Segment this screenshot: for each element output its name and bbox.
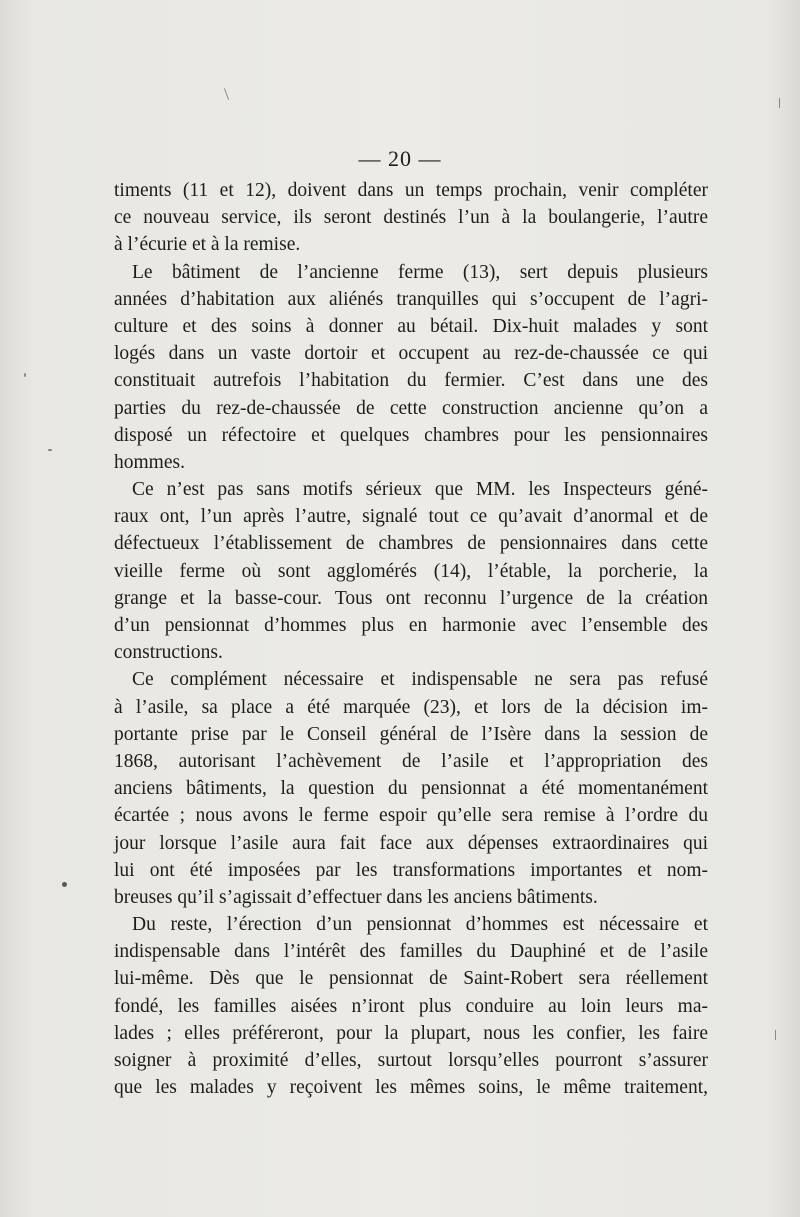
text-line: Ce complément nécessaire et indispensable ne sera pas refusé: [132, 669, 708, 691]
text-line: soigner à proximité d’elles, surtout lorsqu’elles pourront s’assurer: [114, 1050, 708, 1071]
text-line: ce nouveau service, ils seront destinés l’un à la boulangerie, l’autre: [114, 207, 708, 229]
paragraph-4: [114, 666, 708, 911]
text-line: Le bâtiment de l’ancienne ferme (13), sert depuis plusieurs: [132, 261, 708, 283]
text-line: culture et des soins à donner au bétail. Dix-huit malades y sont: [114, 315, 708, 337]
ink-speck: [48, 449, 52, 451]
paragraph-2: [114, 259, 708, 477]
text-line: que les malades y reçoivent les mêmes soins, le même traitement,: [114, 1077, 708, 1099]
paper-mark: [775, 1030, 776, 1040]
text-line: lades ; elles préféreront, pour la plupart, nous les confier, les faire: [114, 1022, 708, 1044]
text-line: parties du rez-de-chaussée de cette construction ancienne qu’on a: [114, 397, 708, 419]
text-line: raux ont, l’un après l’autre, signalé tout ce qu’avait d’anormal et de: [114, 506, 708, 528]
text-line: fondé, les familles aisées n’iront plus conduire au loin leurs ma-: [114, 995, 708, 1017]
text-line: à l’asile, sa place a été marquée (23), et lors de la décision im-: [114, 696, 708, 718]
text-line: défectueux l’établissement de chambres de pensionnaires dans cette: [114, 533, 708, 555]
text-line: logés dans un vaste dortoir et occupent au rez-de-chaussée ce qui: [114, 343, 708, 365]
text-line: à l’écurie et à la remise.: [114, 234, 301, 256]
text-line: lui-même. Dès que le pensionnat de Saint-Robert sera réellement: [114, 968, 708, 990]
text-line: lui ont été imposées par les transformations importantes et nom-: [114, 859, 708, 881]
text-line: constructions.: [114, 642, 223, 664]
text-line: breuses qu’il s’agissait d’effectuer dans les anciens bâtiments.: [114, 886, 598, 908]
text-line: 1868, autorisant l’achèvement de l’asile et l’appropriation des: [114, 750, 708, 772]
paragraph-3: [114, 476, 708, 666]
text-line: Du reste, l’érection d’un pensionnat d’hommes est nécessaire et: [132, 914, 708, 936]
text-line: anciens bâtiments, la question du pensionnat a été momentanément: [114, 778, 708, 800]
ink-speck: [62, 882, 67, 887]
text-line: timents (11 et 12), doivent dans un temps prochain, venir compléter: [114, 180, 708, 201]
text-line: jour lorsque l’asile aura fait face aux dépenses extraordinaires qui: [114, 832, 708, 854]
text-line: hommes.: [114, 451, 185, 473]
body-text: [114, 177, 708, 1101]
text-line: années d’habitation aux aliénés tranquilles qui s’occupent de l’agri-: [114, 288, 708, 310]
text-line: écartée ; nous avons le ferme espoir qu’elle sera remise à l’ordre du: [114, 805, 708, 827]
text-line: indispensable dans l’intérêt des familles du Dauphiné et de l’asile: [114, 941, 708, 963]
page-number: — 20 —: [358, 146, 442, 171]
paper-mark: [779, 98, 780, 108]
ink-speck: [24, 373, 26, 377]
text-line: d’un pensionnat d’hommes plus en harmonie avec l’ensemble des: [114, 615, 708, 636]
text-line: Ce n’est pas sans motifs sérieux que MM. les Inspecteurs géné-: [132, 479, 708, 501]
text-line: constituait autrefois l’habitation du fermier. C’est dans une des: [114, 370, 708, 392]
text-line: grange et la basse-cour. Tous ont reconnu l’urgence de la création: [114, 587, 708, 609]
text-line: portante prise par le Conseil général de l’Isère dans la session de: [114, 723, 708, 745]
paragraph-5: [114, 911, 708, 1101]
text-line: vieille ferme où sont agglomérés (14), l’étable, la porcherie, la: [114, 560, 708, 582]
text-line: disposé un réfectoire et quelques chambres pour les pensionnaires: [114, 424, 708, 446]
paragraph-1: [114, 177, 708, 259]
paper-mark: [224, 88, 229, 100]
